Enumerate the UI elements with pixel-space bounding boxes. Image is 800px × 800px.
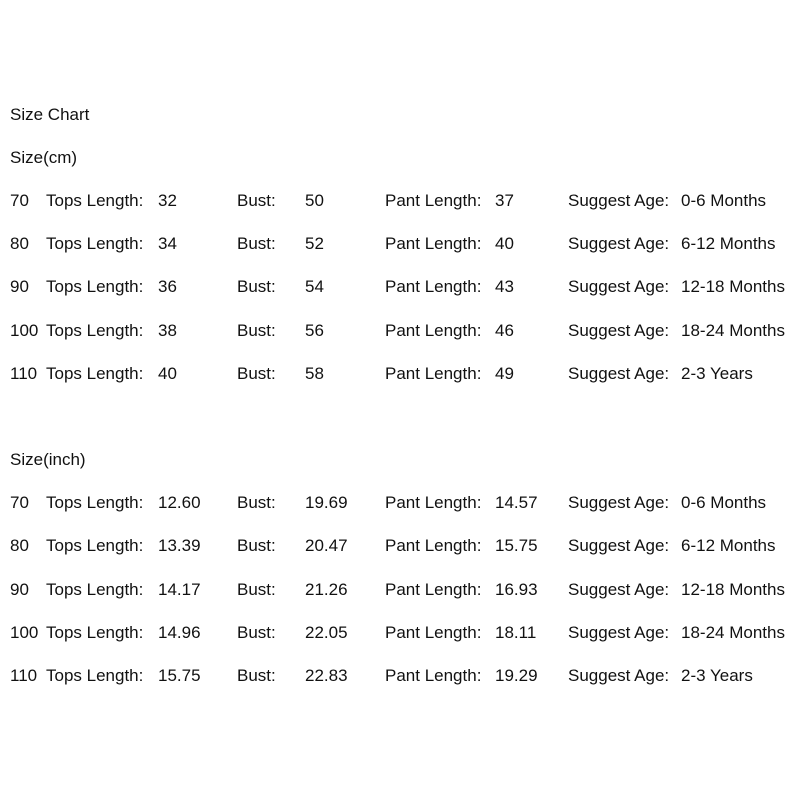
- tops-length-value: 36: [158, 277, 177, 297]
- suggest-age-label: Suggest Age:: [568, 190, 670, 210]
- size-value: 90: [10, 277, 29, 297]
- pant-length-value: 46: [495, 320, 514, 340]
- table-row: [10, 223, 796, 266]
- pant-length-value: 16.93: [495, 579, 538, 599]
- bust-label: Bust:: [237, 234, 276, 254]
- tops-length-value: 40: [158, 363, 177, 383]
- size-value: 80: [10, 234, 29, 254]
- bust-value: 22.05: [305, 622, 348, 642]
- suggest-age-value: 18-24 Months: [681, 622, 785, 642]
- tops-length-label: Tops Length:: [46, 190, 144, 210]
- table-row: [10, 352, 796, 395]
- suggest-age-value: 2-3 Years: [681, 666, 753, 686]
- suggest-age-label: Suggest Age:: [568, 536, 670, 556]
- section-heading-line: [10, 439, 796, 482]
- pant-length-label: Pant Length:: [385, 320, 482, 340]
- bust-value: 58: [305, 363, 324, 383]
- pant-length-value: 18.11: [495, 622, 537, 642]
- suggest-age-label: Suggest Age:: [568, 363, 670, 383]
- pant-length-label: Pant Length:: [385, 579, 482, 599]
- bust-label: Bust:: [237, 579, 276, 599]
- tops-length-value: 14.17: [158, 579, 201, 599]
- pant-length-label: Pant Length:: [385, 363, 482, 383]
- table-row: [10, 525, 796, 568]
- pant-length-label: Pant Length:: [385, 666, 482, 686]
- table-row: [10, 654, 796, 697]
- tops-length-value: 38: [158, 320, 177, 340]
- bust-label: Bust:: [237, 277, 276, 297]
- suggest-age-value: 0-6 Months: [681, 493, 767, 513]
- size-value: 80: [10, 536, 29, 556]
- pant-length-label: Pant Length:: [385, 234, 482, 254]
- tops-length-label: Tops Length:: [46, 363, 144, 383]
- section-spacer: [10, 395, 796, 438]
- bust-label: Bust:: [237, 363, 276, 383]
- suggest-age-label: Suggest Age:: [568, 277, 670, 297]
- tops-length-value: 14.96: [158, 622, 201, 642]
- table-row: [10, 482, 796, 525]
- suggest-age-label: Suggest Age:: [568, 320, 670, 340]
- size-value: 100: [10, 622, 39, 642]
- tops-length-label: Tops Length:: [46, 320, 144, 340]
- suggest-age-label: Suggest Age:: [568, 666, 670, 686]
- bust-value: 50: [305, 190, 324, 210]
- tops-length-label: Tops Length:: [46, 277, 144, 297]
- size-value: 110: [10, 363, 38, 383]
- suggest-age-value: 0-6 Months: [681, 190, 767, 210]
- pant-length-value: 40: [495, 234, 514, 254]
- bust-label: Bust:: [237, 622, 276, 642]
- pant-length-value: 19.29: [495, 666, 538, 686]
- bust-value: 21.26: [305, 579, 348, 599]
- suggest-age-label: Suggest Age:: [568, 622, 670, 642]
- size-value: 70: [10, 190, 29, 210]
- suggest-age-value: 18-24 Months: [681, 320, 785, 340]
- suggest-age-value: 6-12 Months: [681, 536, 776, 556]
- tops-length-label: Tops Length:: [46, 234, 144, 254]
- bust-label: Bust:: [237, 320, 276, 340]
- bust-value: 22.83: [305, 666, 348, 686]
- table-row: [10, 266, 796, 309]
- suggest-age-value: 12-18 Months: [681, 579, 785, 599]
- bust-label: Bust:: [237, 493, 276, 513]
- tops-length-value: 15.75: [158, 666, 201, 686]
- suggest-age-label: Suggest Age:: [568, 579, 670, 599]
- suggest-age-label: Suggest Age:: [568, 493, 670, 513]
- pant-length-value: 49: [495, 363, 514, 383]
- pant-length-value: 37: [495, 190, 514, 210]
- size-value: 70: [10, 493, 29, 513]
- bust-value: 54: [305, 277, 324, 297]
- bust-value: 20.47: [305, 536, 348, 556]
- bust-value: 19.69: [305, 493, 348, 513]
- bust-value: 52: [305, 234, 324, 254]
- size-chart-sections: [10, 136, 796, 697]
- bust-label: Bust:: [237, 536, 276, 556]
- tops-length-label: Tops Length:: [46, 536, 144, 556]
- pant-length-label: Pant Length:: [385, 493, 482, 513]
- tops-length-label: Tops Length:: [46, 493, 144, 513]
- pant-length-label: Pant Length:: [385, 622, 482, 642]
- section-heading-line: [10, 136, 796, 179]
- suggest-age-value: 2-3 Years: [681, 363, 753, 383]
- page-title: Size Chart: [10, 104, 90, 124]
- pant-length-value: 15.75: [495, 536, 538, 556]
- size-value: 100: [10, 320, 39, 340]
- tops-length-value: 13.39: [158, 536, 201, 556]
- suggest-age-value: 12-18 Months: [681, 277, 785, 297]
- bust-label: Bust:: [237, 190, 276, 210]
- section-heading: Size(inch): [10, 450, 86, 470]
- tops-length-value: 32: [158, 190, 177, 210]
- suggest-age-label: Suggest Age:: [568, 234, 670, 254]
- pant-length-value: 14.57: [495, 493, 538, 513]
- tops-length-value: 12.60: [158, 493, 201, 513]
- table-row: [10, 611, 796, 654]
- bust-label: Bust:: [237, 666, 276, 686]
- tops-length-label: Tops Length:: [46, 666, 144, 686]
- size-value: 110: [10, 666, 38, 686]
- tops-length-label: Tops Length:: [46, 622, 144, 642]
- table-row: [10, 568, 796, 611]
- tops-length-label: Tops Length:: [46, 579, 144, 599]
- table-row: [10, 309, 796, 352]
- pant-length-label: Pant Length:: [385, 536, 482, 556]
- title-line: [10, 93, 796, 136]
- pant-length-label: Pant Length:: [385, 190, 482, 210]
- suggest-age-value: 6-12 Months: [681, 234, 776, 254]
- pant-length-label: Pant Length:: [385, 277, 482, 297]
- table-row: [10, 179, 796, 222]
- pant-length-value: 43: [495, 277, 514, 297]
- size-value: 90: [10, 579, 29, 599]
- section-heading: Size(cm): [10, 147, 78, 167]
- size-chart-content: [10, 93, 796, 698]
- tops-length-value: 34: [158, 234, 177, 254]
- bust-value: 56: [305, 320, 324, 340]
